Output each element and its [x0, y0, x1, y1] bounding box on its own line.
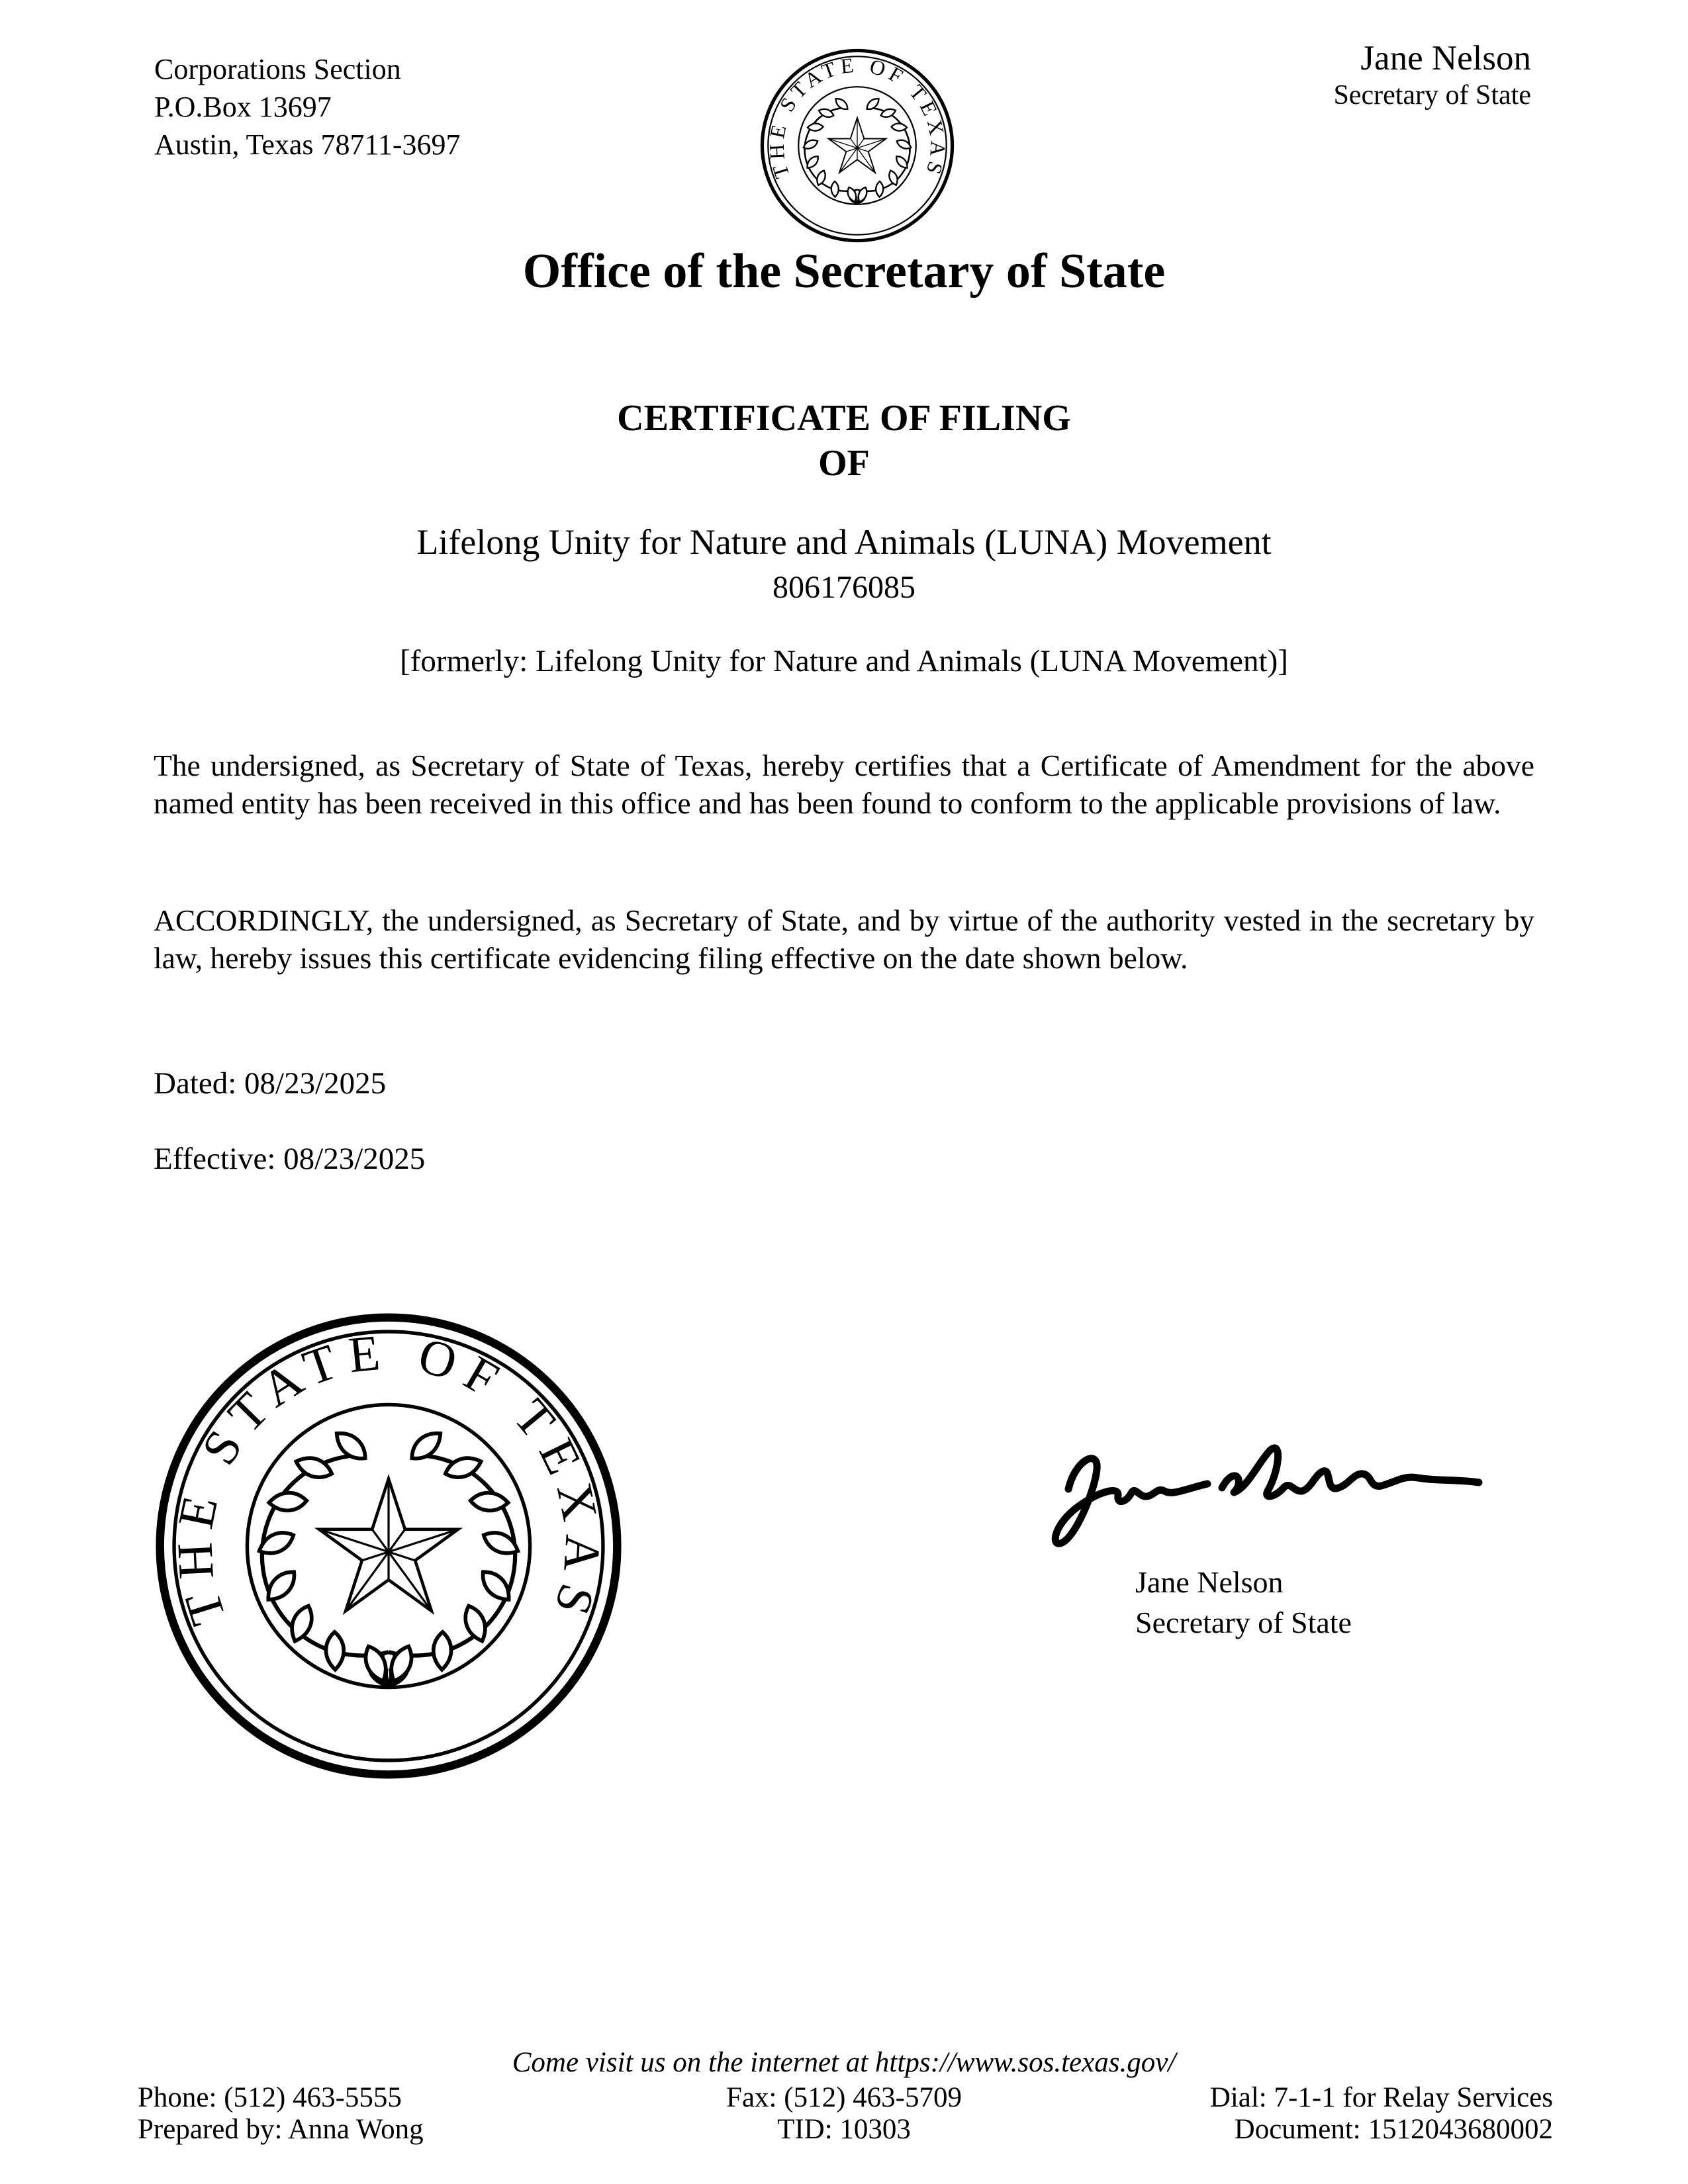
- footer-relay: Dial: 7-1-1 for Relay Services: [1209, 2082, 1553, 2113]
- address-line: P.O.Box 13697: [154, 91, 332, 123]
- footer-tid: TID: 10303: [777, 2114, 911, 2145]
- dated-line: [154, 1066, 386, 1101]
- texas-state-seal-small-icon: [759, 48, 955, 244]
- address-line: Corporations Section: [154, 53, 401, 85]
- dated-label: Dated:: [154, 1066, 237, 1101]
- footer-fax: Fax: (512) 463-5709: [726, 2082, 962, 2113]
- certificate-title-of: OF: [818, 443, 870, 484]
- effective-label: Effective:: [154, 1142, 276, 1176]
- footer-document-number: Document: 1512043680002: [1234, 2114, 1553, 2145]
- signer-block: [1135, 1562, 1352, 1643]
- footer-prepared-by: Prepared by: Anna Wong: [138, 2114, 424, 2145]
- effective-line: [154, 1141, 425, 1177]
- footer-phone: Phone: (512) 463-5555: [138, 2082, 402, 2113]
- signer-name: Jane Nelson: [1135, 1565, 1284, 1599]
- filing-number: 806176085: [773, 570, 915, 605]
- formerly-name-line: [formerly: Lifelong Unity for Nature and Animals (LUNA Movement)]: [400, 644, 1288, 678]
- official-header-block: [1333, 38, 1531, 113]
- certification-paragraph: The undersigned, as Secretary of State of Texas, hereby certifies that a Certificate of Amendment for the above named entity has been received in this office and has been found to conform to the applicable provisions of law.: [154, 749, 1534, 820]
- texas-state-seal-large-icon: [153, 1310, 624, 1782]
- entity-name: Lifelong Unity for Nature and Animals (LUNA) Movement: [416, 522, 1272, 562]
- footer-visit-line: Come visit us on the internet at https://www.sos.texas.gov/: [512, 2047, 1176, 2078]
- signature-icon: [1011, 1408, 1499, 1563]
- effective-value: 08/23/2025: [283, 1142, 426, 1176]
- official-name: Jane Nelson: [1360, 39, 1531, 77]
- official-title: Secretary of State: [1333, 80, 1531, 111]
- signer-title: Secretary of State: [1135, 1606, 1352, 1639]
- page-title: Office of the Secretary of State: [522, 244, 1166, 298]
- dated-value: 08/23/2025: [244, 1066, 387, 1101]
- corporations-section-address: [154, 50, 461, 163]
- certificate-title: CERTIFICATE OF FILING: [617, 398, 1071, 439]
- accordingly-paragraph: ACCORDINGLY, the undersigned, as Secretary of State, and by virtue of the authority vested in the secretary by law, hereby issues this certificate evidencing filing effective on the date shown below.: [154, 903, 1534, 975]
- address-line: Austin, Texas 78711-3697: [154, 128, 461, 161]
